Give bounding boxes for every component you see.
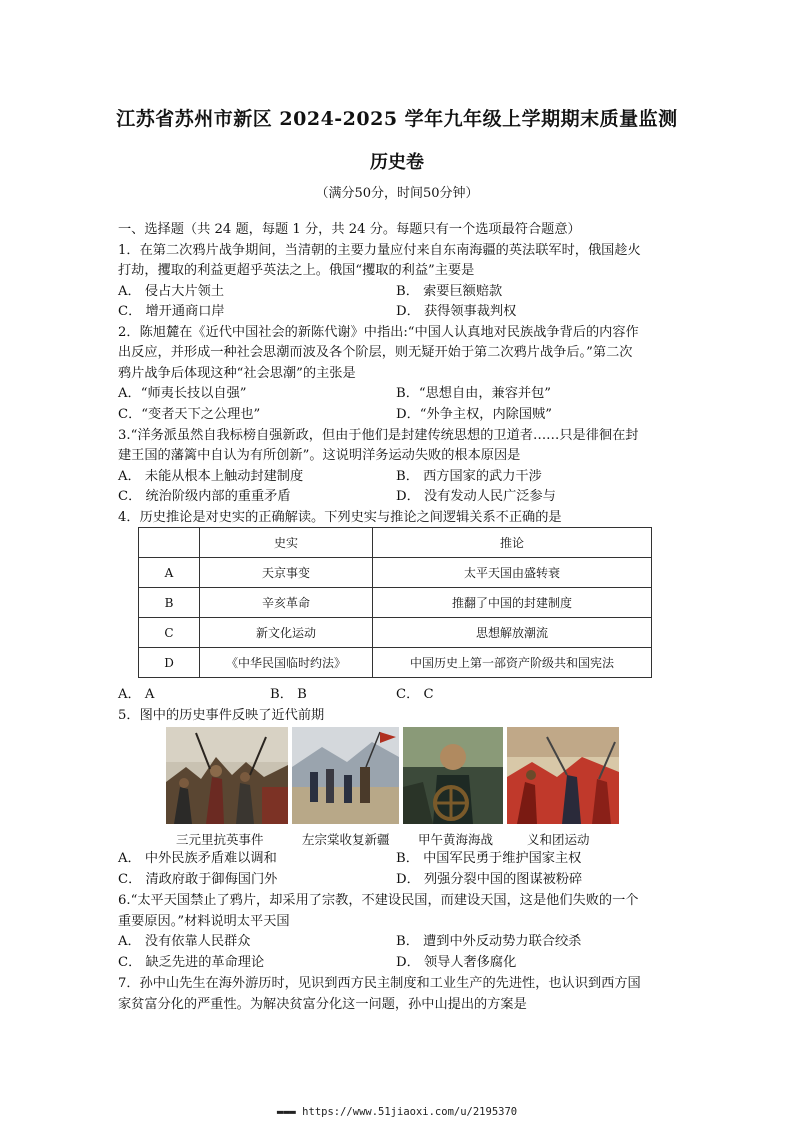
image-caption: 三元里抗英事件 xyxy=(176,832,264,847)
table-row xyxy=(139,618,652,648)
table-cell: A xyxy=(139,558,200,588)
table-cell: 思想解放潮流 xyxy=(373,618,652,648)
q2-text-line: 鸦片战争后体现这种“社会思潮”的主张是 xyxy=(118,366,356,381)
yellow-sea-battle-painting xyxy=(403,727,503,824)
q6-text-line: 重要原因。”材料说明太平天国 xyxy=(118,914,290,929)
image-caption: 左宗棠收复新疆 xyxy=(302,832,390,847)
table-cell: 新文化运动 xyxy=(200,618,373,648)
q3-option-d: D． 没有发动人民广泛参与 xyxy=(396,489,556,504)
q2-option-c: C．“变者天下之公理也” xyxy=(118,407,261,422)
boxer-movement-painting xyxy=(507,727,619,824)
q6-option-b: B． 遭到中外反动势力联合绞杀 xyxy=(396,934,582,949)
q5-option-d: D． 列强分裂中国的图谋被粉碎 xyxy=(396,872,583,887)
q2-text-line: 2．陈旭麓在《近代中国社会的新陈代谢》中指出:“中国人认真地对民族战争背后的内容作 xyxy=(118,325,639,340)
q1-option-b: B． 索要巨额赔款 xyxy=(396,284,503,299)
table-cell: 《中华民国临时约法》 xyxy=(200,648,373,678)
sanyuanli-painting xyxy=(166,727,288,824)
q3-option-b: B． 西方国家的武力干涉 xyxy=(396,469,542,484)
q4-option-b: B． B xyxy=(270,687,307,702)
q5-option-a: A． 中外民族矛盾难以调和 xyxy=(118,851,277,866)
q2-option-b: B．“思想自由，兼容并包” xyxy=(396,386,552,401)
exam-note: （满分50分，时间50分钟） xyxy=(315,186,479,201)
page-subtitle: 历史卷 xyxy=(370,152,424,173)
table-cell: C xyxy=(139,618,200,648)
q7-text-line: 家贫富分化的严重性。为解决贫富分化这一问题，孙中山提出的方案是 xyxy=(118,997,527,1012)
q2-text-line: 出反应，并形成一种社会思潮而波及各个阶层，则无疑开始于第二次鸦片战争后。”第二次 xyxy=(118,345,633,360)
q1-option-c: C． 增开通商口岸 xyxy=(118,304,225,319)
table-cell: B xyxy=(139,588,200,618)
q5-option-b: B． 中国军民勇于维护国家主权 xyxy=(396,851,582,866)
q4-option-c: C． C xyxy=(396,687,434,702)
q6-option-a: A． 没有依靠人民群众 xyxy=(118,934,251,949)
q5-text-line: 5．图中的历史事件反映了近代前期 xyxy=(118,708,325,723)
q2-option-a: A．“师夷长技以自强” xyxy=(118,386,247,401)
table-cell: 太平天国由盛转衰 xyxy=(373,558,652,588)
image-caption: 甲午黄海海战 xyxy=(418,832,494,847)
table-cell: 推翻了中国的封建制度 xyxy=(373,588,652,618)
q6-text-line: 6.“太平天国禁止了鸦片，却采用了宗教，不建设民国，而建设天国，这是他们失败的一个 xyxy=(118,893,639,908)
q1-option-d: D． 获得领事裁判权 xyxy=(396,304,517,319)
xinjiang-painting xyxy=(292,727,399,824)
table-header-cell: 推论 xyxy=(373,528,652,558)
q1-text-line: 1．在第二次鸦片战争期间，当清朝的主要力量应付来自东南海疆的英法联军时，俄国趁火 xyxy=(118,243,641,258)
table-cell: D xyxy=(139,648,200,678)
table-cell: 中国历史上第一部资产阶级共和国宪法 xyxy=(373,648,652,678)
section-heading: 一、选择题（共 24 题，每题 1 分，共 24 分。每题只有一个选项最符合题意） xyxy=(118,222,581,237)
q3-option-c: C． 统治阶级内部的重重矛盾 xyxy=(118,489,291,504)
q7-text-line: 7．孙中山先生在海外游历时，见识到西方民主制度和工业生产的先进性，也认识到西方国 xyxy=(118,976,641,991)
table-cell: 辛亥革命 xyxy=(200,588,373,618)
table-header-cell: 史实 xyxy=(200,528,373,558)
q4-text-line: 4．历史推论是对史实的正确解读。下列史实与推论之间逻辑关系不正确的是 xyxy=(118,510,562,525)
q5-option-c: C． 清政府敢于御侮国门外 xyxy=(118,872,278,887)
table-row xyxy=(139,588,652,618)
table-header-row xyxy=(139,528,652,558)
q6-option-c: C． 缺乏先进的革命理论 xyxy=(118,955,265,970)
q1-option-a: A． 侵占大片领土 xyxy=(118,284,225,299)
q4-table xyxy=(138,527,652,678)
q2-option-d: D．“外争主权，内除国贼” xyxy=(396,407,552,422)
q3-text-line: 建王国的藩篱中自认为有所创新”。这说明洋务运动失败的根本原因是 xyxy=(118,448,521,463)
image-caption: 义和团运动 xyxy=(527,832,590,847)
q1-text-line: 打劫，攫取的利益更超乎英法之上。俄国“攫取的利益”主要是 xyxy=(118,263,475,278)
q3-text-line: 3.“洋务派虽然自我标榜自强新政，但由于他们是封建传统思想的卫道者……只是徘徊在封 xyxy=(118,428,639,443)
q3-option-a: A． 未能从根本上触动封建制度 xyxy=(118,469,304,484)
footer-url[interactable]: ▬▬▬ https://www.51jiaoxi.com/u/2195370 xyxy=(276,1106,518,1118)
table-header-cell xyxy=(139,528,200,558)
page-title: 江苏省苏州市新区 2024-2025 学年九年级上学期期末质量监测 xyxy=(116,108,678,130)
q6-option-d: D． 领导人奢侈腐化 xyxy=(396,955,517,970)
table-cell: 天京事变 xyxy=(200,558,373,588)
table-row xyxy=(139,558,652,588)
q4-option-a: A． A xyxy=(118,687,155,702)
table-row xyxy=(139,648,652,678)
